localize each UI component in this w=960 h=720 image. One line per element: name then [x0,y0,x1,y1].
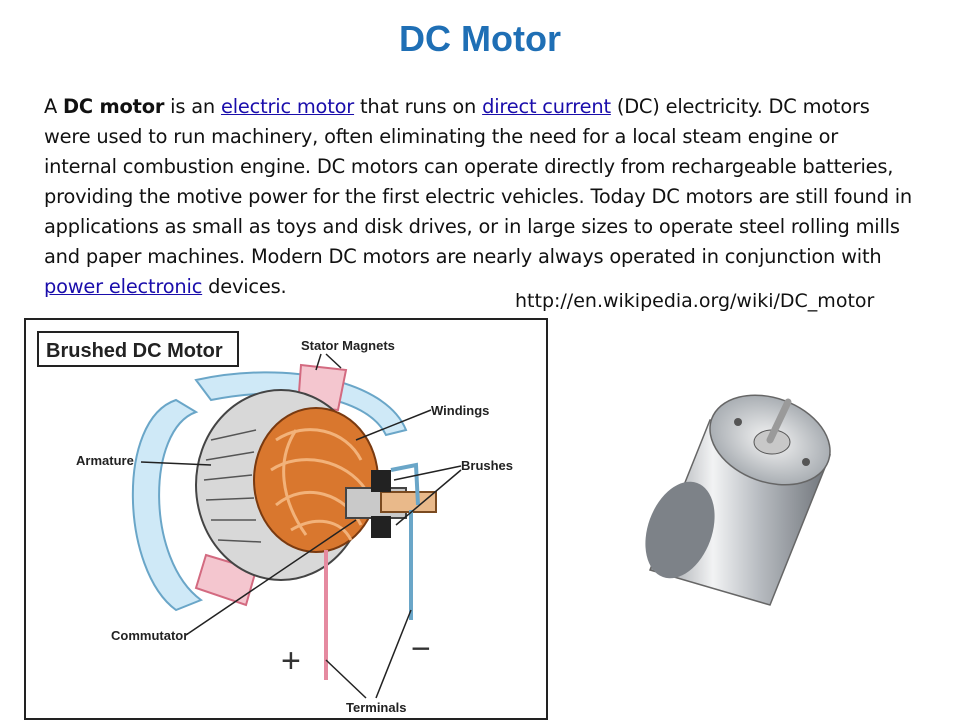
bold-term: DC motor [63,95,165,118]
label-brushes: Brushes [461,458,514,473]
direct-current-link[interactable]: direct current [482,95,611,118]
text-segment: that runs on [354,95,483,118]
text-segment: (DC) electricity. DC motors were used to run machinery, often eliminating the need for a local steam engine or internal combustion engine. DC motors can operate directly from rechargeable batteries, providing the motive power for the first electric vehicles. Today DC motors are still found in applications as small as toys and disk drives, or in large sizes to operate steel rolling mills and paper machines. Modern DC motors are nearly always operated in conjunction with [44,95,912,268]
brushed-dc-motor-diagram [24,318,548,720]
electric-motor-link[interactable]: electric motor [220,95,355,118]
motor-diagram-svg [26,320,546,718]
label-armature: Armature [76,453,134,468]
diagram-heading: Brushed DC Motor [46,340,223,362]
text-segment: is an [164,95,221,118]
brush-top [371,470,391,492]
mount-hole [734,418,742,426]
label-terminals: Terminals [346,700,407,715]
page-title: DC Motor [399,18,561,59]
stator-housing-left [133,400,201,610]
terminal-plus-sign: + [281,642,301,680]
motor-photo-svg [620,380,870,620]
label-windings: Windings [431,403,490,418]
brush-bottom [371,516,391,538]
shaft [381,492,436,512]
dc-motor-photo [620,380,870,620]
label-stator-magnets: Stator Magnets [301,338,395,353]
power-electronic-link[interactable]: power electronic [44,275,203,298]
mount-hole [802,458,810,466]
label-commutator: Commutator [111,628,189,643]
text-segment: A [44,95,64,118]
text-segment: devices. [202,275,287,298]
terminal-minus-sign: − [411,630,431,668]
intro-paragraph [44,92,914,302]
source-url: http://en.wikipedia.org/wiki/DC_motor [515,290,875,312]
